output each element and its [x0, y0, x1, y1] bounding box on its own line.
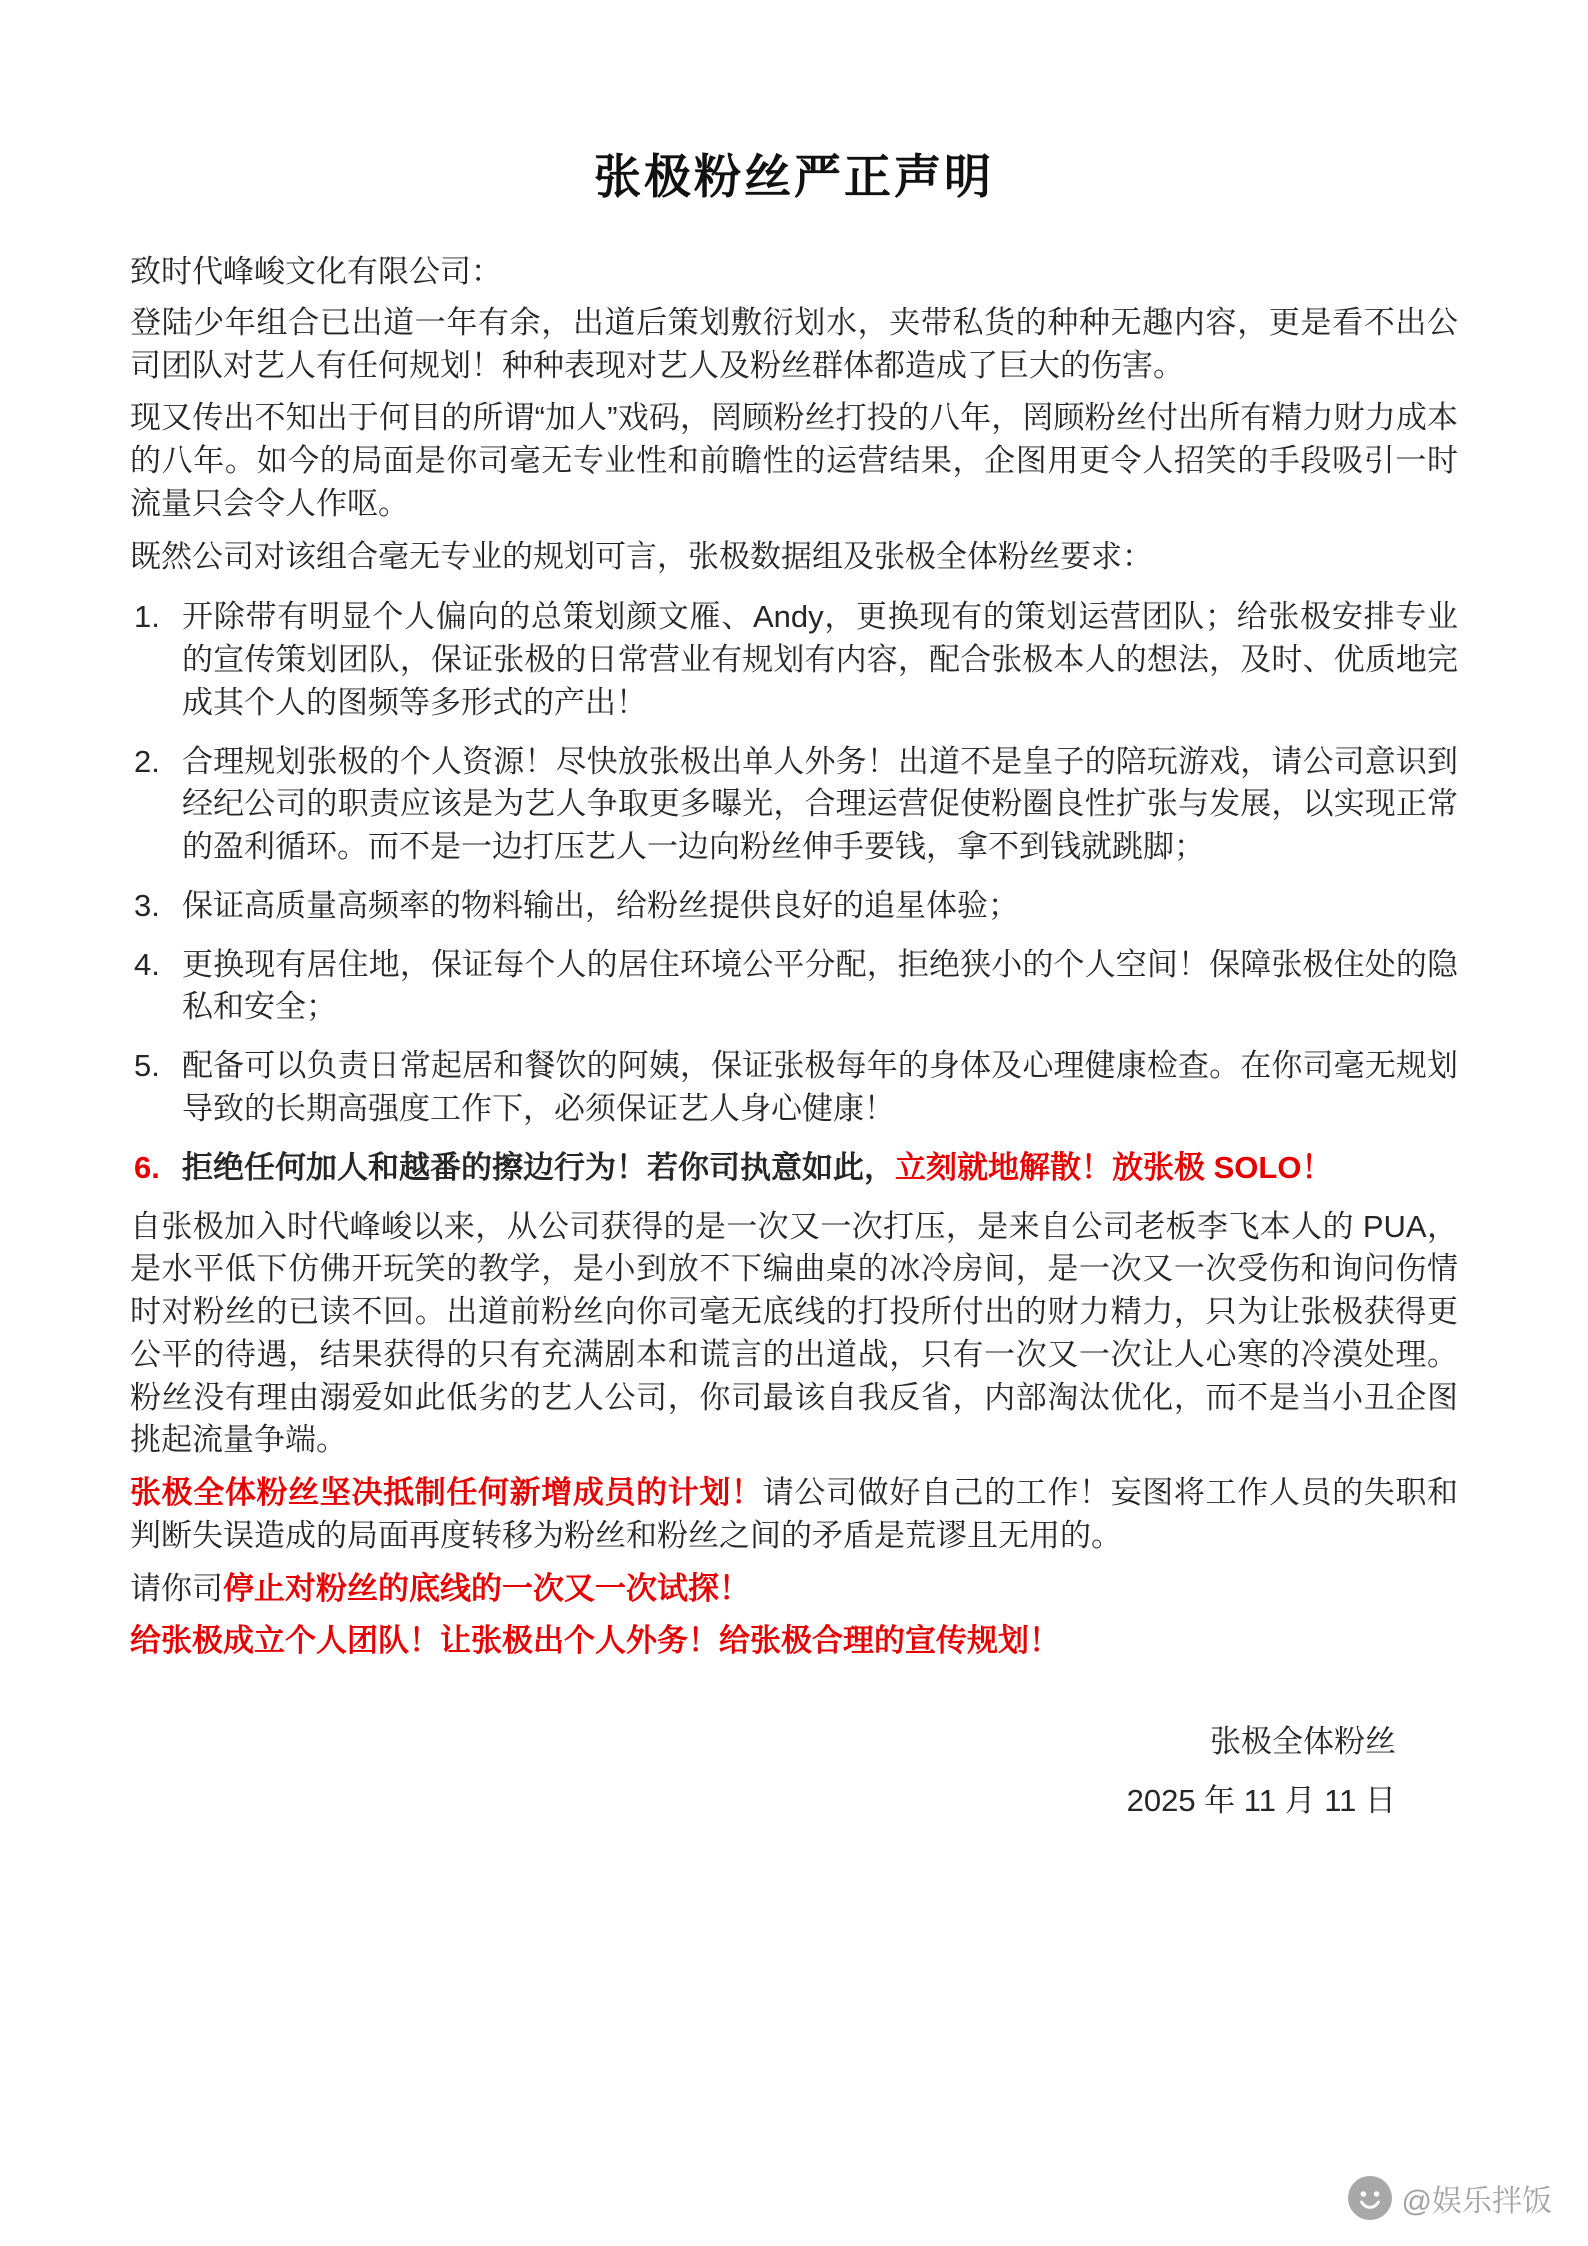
- watermark-logo-icon: [1348, 2176, 1392, 2220]
- closing-paragraph: 自张极加入时代峰峻以来，从公司获得的是一次又一次打压，是来自公司老板李飞本人的 PUA，是水平低下仿佛开玩笑的教学，是小到放不下编曲桌的冰冷房间，是一次又一次受伤和询问伤情时对粉丝的已读不回。出道前粉丝向你司毫无底线的打投所付出的财力精力，只为让张极获得更公平的待遇，结果获得的只有充满剧本和谎言的出道战，只有一次又一次让人心寒的冷漠处理。粉丝没有理由溺爱如此低劣的艺人公司，你司最该自我反省，内部淘汰优化，而不是当小丑企图挑起流量争端。: [130, 1208, 1458, 1458]
- warning-paragraph-red: 停止对粉丝的底线的一次又一次试探！: [223, 1570, 750, 1606]
- page-title: 张极粉丝严正声明: [594, 150, 994, 203]
- demand-number-3: 3.: [134, 887, 160, 923]
- demand-text-2: 合理规划张极的个人资源！尽快放张极出单人外务！出道不是皇子的陪玩游戏，请公司意识到经纪公司的职责应该是为艺人争取更多曝光，合理运营促使粉圈良性扩张与发展，以实现正常的盈利循环。而不是一边打压艺人一边向粉丝伸手要钱，拿不到钱就跳脚；: [182, 743, 1458, 865]
- demand-number-6: 6.: [134, 1149, 160, 1185]
- watermark: [1348, 2176, 1552, 2220]
- demand-text-6-red: 立刻就地解散！放张极 SOLO！: [895, 1149, 1333, 1185]
- demand-text-4: 更换现有居住地，保证每个人的居住环境公平分配，拒绝狭小的个人空间！保障张极住处的隐私和安全；: [182, 946, 1458, 1025]
- demand-text-1: 开除带有明显个人偏向的总策划颜文雁、Andy，更换现有的策划运营团队；给张极安排专业的宣传策划团队，保证张极的日常营业有规划有内容，配合张极本人的想法，及时、优质地完成其个人的图频等多形式的产出！: [182, 599, 1458, 720]
- demand-text-5: 配备可以负责日常起居和餐饮的阿姨，保证张极每年的身体及心理健康检查。在你司毫无规划导致的长期高强度工作下，必须保证艺人身心健康！: [182, 1048, 1458, 1127]
- demand-number-1: 1.: [134, 599, 160, 635]
- intro-paragraph-1: 登陆少年组合已出道一年有余，出道后策划敷衍划水，夹带私货的种种无趣内容，更是看不出公司团队对艺人有任何规划！种种表现对艺人及粉丝群体都造成了巨大的伤害。: [130, 304, 1458, 383]
- demands-lead: 既然公司对该组合毫无专业的规划可言，张极数据组及张极全体粉丝要求：: [130, 538, 1153, 574]
- signature-name: 张极全体粉丝: [1210, 1724, 1396, 1760]
- intro-paragraph-2: 现又传出不知出于何目的所谓“加人”戏码，罔顾粉丝打投的八年，罔顾粉丝付出所有精力财力成本的八年。如今的局面是你司毫无专业性和前瞻性的运营结果，企图用更令人招笑的手段吸引一时流量只会令人作呕。: [130, 400, 1458, 521]
- demand-number-2: 2.: [134, 743, 160, 779]
- warning-paragraph: [130, 1568, 1458, 1611]
- demand-item-4: [130, 944, 1458, 1030]
- demand-item-5: [130, 1045, 1458, 1131]
- demand-item-2: [130, 741, 1458, 869]
- demand-text-3: 保证高质量高频率的物料输出，给粉丝提供良好的追星体验；: [182, 887, 1019, 923]
- signature-block: [130, 1721, 1458, 1823]
- signature-date: 2025 年 11 月 11 日: [1126, 1782, 1396, 1818]
- demand-item-1: [130, 596, 1458, 724]
- demand-item-3: [130, 885, 1458, 928]
- protest-paragraph-black: 请公司做好自己的工作！妄图将工作人员的失职和判断失误造成的局面再度转移为粉丝和粉丝之间的矛盾是荒谬且无用的。: [130, 1475, 1459, 1553]
- salutation: 致时代峰峻文化有限公司：: [130, 254, 502, 289]
- demands-list: [130, 596, 1458, 1189]
- warning-paragraph-black: 请你司: [130, 1570, 223, 1606]
- final-demand-paragraph: 给张极成立个人团队！让张极出个人外务！给张极合理的宣传规划！: [130, 1623, 1060, 1659]
- protest-paragraph: [130, 1472, 1458, 1558]
- protest-paragraph-red: 张极全体粉丝坚决抵制任何新增成员的计划！: [130, 1475, 763, 1511]
- demand-item-6: [130, 1147, 1458, 1190]
- demand-text-6-black: 拒绝任何加人和越番的擦边行为！若你司执意如此，: [182, 1149, 895, 1185]
- demand-number-4: 4.: [134, 946, 160, 982]
- watermark-handle: @娱乐拌饭: [1401, 2185, 1552, 2218]
- demand-number-5: 5.: [134, 1048, 160, 1084]
